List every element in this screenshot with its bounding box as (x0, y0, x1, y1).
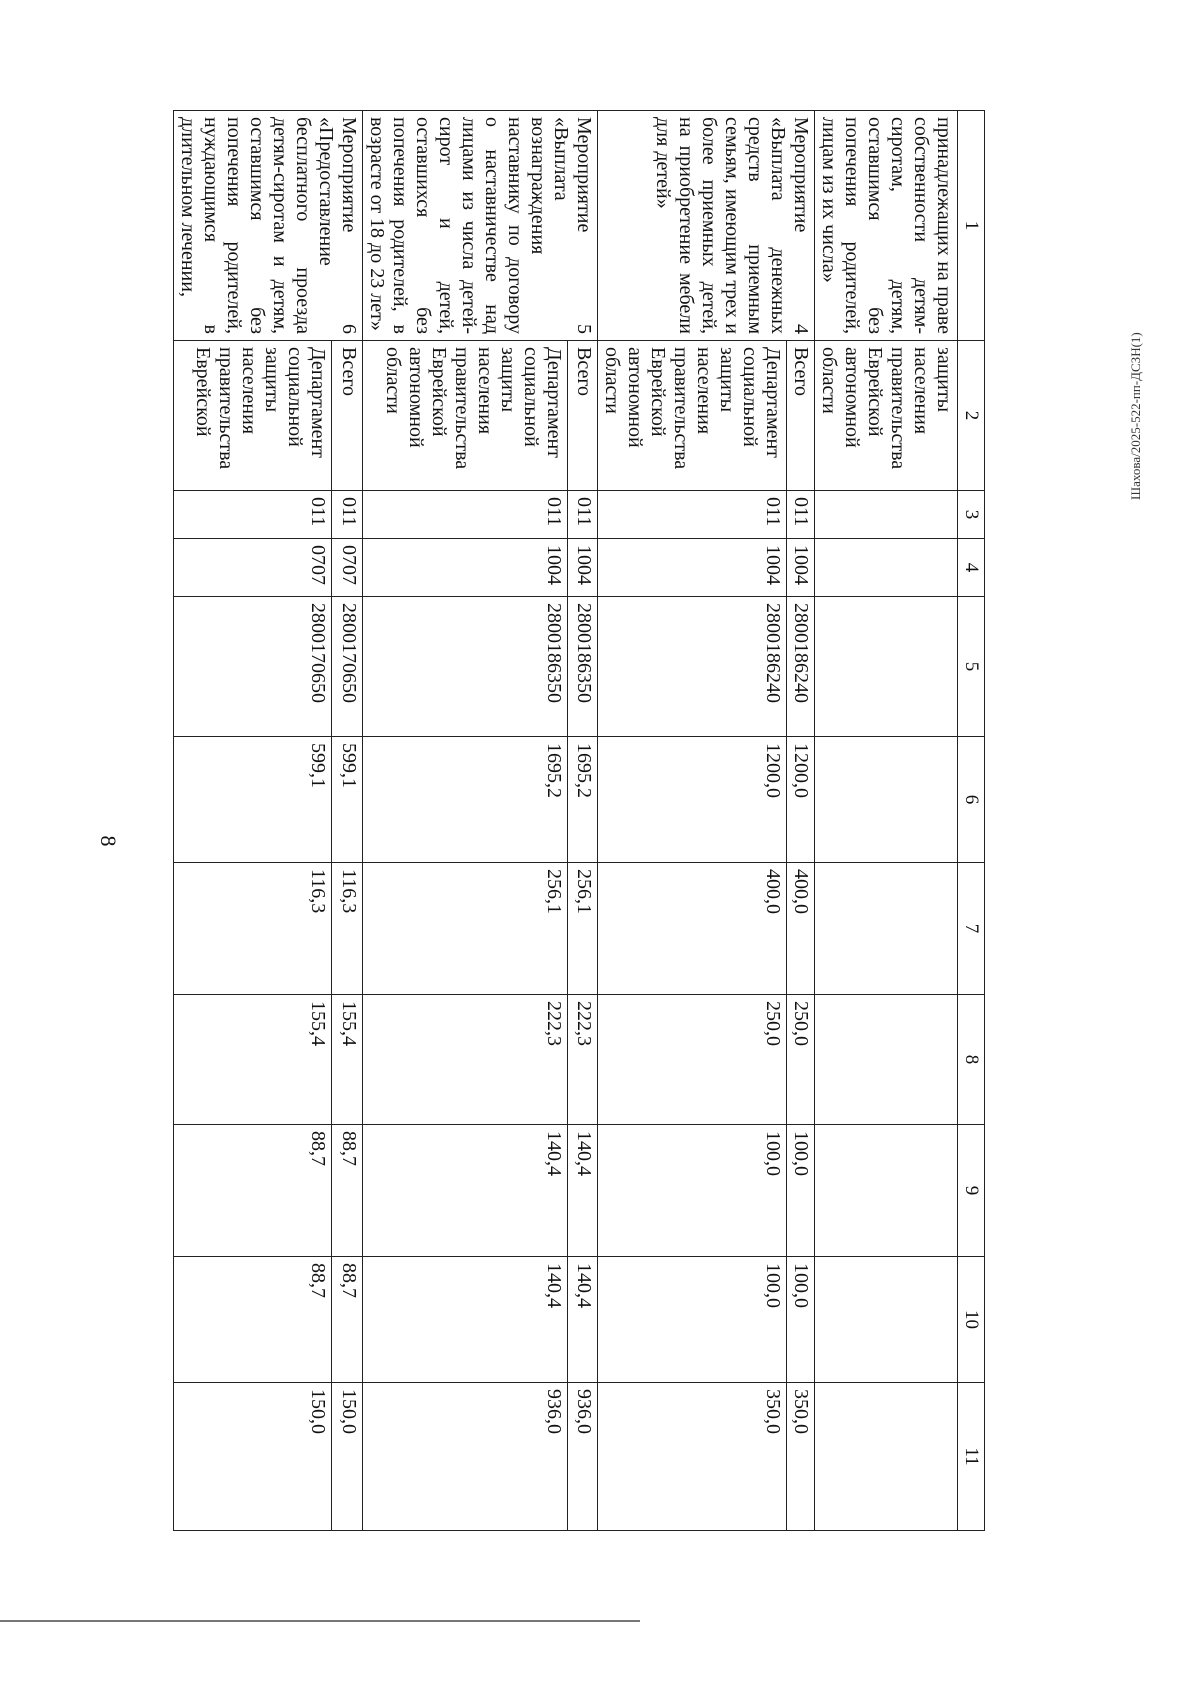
table-header-row (958, 111, 985, 1531)
header-col-3: 3 (958, 491, 985, 539)
cell-executor: Департамент социальной защиты населения правительства Еврейской (174, 341, 332, 491)
header-col-7: 7 (958, 863, 985, 995)
cell-value-11: 350,0 (598, 1383, 787, 1531)
cell-code-3: 011 (787, 491, 815, 539)
cell-measure: принадлежащих на праве собственности детям-сиротам, детям, оставшимся без попечения родителей, лицам из их числа» (815, 111, 958, 341)
cell-value-8 (815, 995, 958, 1125)
table-row (567, 111, 597, 1531)
scan-edge-line (0, 1620, 640, 1622)
cell-code-3 (815, 491, 958, 539)
cell-value-8: 250,0 (787, 995, 815, 1125)
cell-code-5: 2800186350 (363, 597, 568, 737)
cell-value-8: 222,3 (567, 995, 597, 1125)
header-col-9: 9 (958, 1125, 985, 1257)
cell-value-11 (815, 1383, 958, 1531)
cell-code-4: 0707 (332, 539, 363, 597)
cell-code-3: 011 (332, 491, 363, 539)
cell-value-7: 256,1 (363, 863, 568, 995)
cell-executor: Всего (787, 341, 815, 491)
cell-value-6: 1200,0 (787, 737, 815, 863)
table-row (332, 111, 363, 1531)
cell-value-7: 256,1 (567, 863, 597, 995)
cell-value-7: 116,3 (332, 863, 363, 995)
header-col-2: 2 (958, 341, 985, 491)
cell-measure: Мероприятие 5 «Выплата вознаграждения наставнику по договору о наставничестве над лицами из числа детей-сирот и детей, оставшихся без попечения родителей, в возрасте от 18 до 23 лет» (363, 111, 598, 341)
cell-value-9: 88,7 (174, 1125, 332, 1257)
cell-value-11: 936,0 (363, 1383, 568, 1531)
cell-value-11: 936,0 (567, 1383, 597, 1531)
cell-code-5: 2800186350 (567, 597, 597, 737)
header-col-6: 6 (958, 737, 985, 863)
cell-code-4: 1004 (567, 539, 597, 597)
header-col-10: 10 (958, 1257, 985, 1383)
cell-value-10: 100,0 (787, 1257, 815, 1383)
cell-code-4 (815, 539, 958, 597)
page-number: 8 (96, 835, 121, 847)
cell-value-7: 400,0 (598, 863, 787, 995)
cell-executor: Департамент социальной защиты населения правительства Еврейской автономной области (363, 341, 568, 491)
cell-value-11: 150,0 (174, 1383, 332, 1531)
table-row (815, 111, 958, 1531)
cell-code-5 (815, 597, 958, 737)
cell-value-9: 100,0 (598, 1125, 787, 1257)
cell-value-9: 88,7 (332, 1125, 363, 1257)
cell-code-4: 1004 (787, 539, 815, 597)
cell-value-9: 100,0 (787, 1125, 815, 1257)
cell-value-9: 140,4 (567, 1125, 597, 1257)
cell-code-5: 2800186240 (787, 597, 815, 737)
document-stamp: Шахова/2025-522-пп-ДСЗН(1) (1128, 332, 1143, 500)
cell-value-11: 350,0 (787, 1383, 815, 1531)
cell-value-6: 1695,2 (363, 737, 568, 863)
budget-table (173, 110, 985, 1531)
cell-value-8: 155,4 (332, 995, 363, 1125)
cell-code-3: 011 (598, 491, 787, 539)
cell-value-6: 599,1 (174, 737, 332, 863)
cell-value-10: 100,0 (598, 1257, 787, 1383)
header-col-5: 5 (958, 597, 985, 737)
cell-value-10: 88,7 (174, 1257, 332, 1383)
cell-value-6: 1200,0 (598, 737, 787, 863)
cell-value-10: 140,4 (363, 1257, 568, 1383)
cell-value-10: 88,7 (332, 1257, 363, 1383)
cell-value-10: 140,4 (567, 1257, 597, 1383)
cell-value-9: 140,4 (363, 1125, 568, 1257)
cell-measure: Мероприятие 6 «Предоставление бесплатного проезда детям-сиротам и детям, оставшимся без попечения родителей, нуждающимся в длительном лечении, (174, 111, 363, 341)
cell-value-8: 155,4 (174, 995, 332, 1125)
cell-value-6: 599,1 (332, 737, 363, 863)
cell-code-3: 011 (363, 491, 568, 539)
cell-code-4: 0707 (174, 539, 332, 597)
cell-value-7 (815, 863, 958, 995)
cell-value-6: 1695,2 (567, 737, 597, 863)
rotated-table-container (175, 110, 985, 1530)
cell-code-3: 011 (567, 491, 597, 539)
cell-code-3: 011 (174, 491, 332, 539)
cell-code-4: 1004 (598, 539, 787, 597)
cell-value-11: 150,0 (332, 1383, 363, 1531)
cell-value-7: 400,0 (787, 863, 815, 995)
header-col-1: 1 (958, 111, 985, 341)
cell-value-6 (815, 737, 958, 863)
cell-value-8: 222,3 (363, 995, 568, 1125)
header-col-8: 8 (958, 995, 985, 1125)
cell-code-5: 2800186240 (598, 597, 787, 737)
cell-value-7: 116,3 (174, 863, 332, 995)
cell-code-5: 2800170650 (332, 597, 363, 737)
cell-value-9 (815, 1125, 958, 1257)
header-col-11: 11 (958, 1383, 985, 1531)
table-row (787, 111, 815, 1531)
cell-measure: Мероприятие 4 «Выплата денежных средств приемным семьям, имеющим трех и более приемных детей, на приобретение мебели для детей» (598, 111, 815, 341)
cell-code-4: 1004 (363, 539, 568, 597)
header-col-4: 4 (958, 539, 985, 597)
cell-value-8: 250,0 (598, 995, 787, 1125)
cell-executor: Всего (567, 341, 597, 491)
cell-executor: защиты населения правительства Еврейской автономной области (815, 341, 958, 491)
cell-value-10 (815, 1257, 958, 1383)
cell-executor: Всего (332, 341, 363, 491)
cell-code-5: 2800170650 (174, 597, 332, 737)
cell-executor: Департамент социальной защиты населения правительства Еврейской автономной области (598, 341, 787, 491)
